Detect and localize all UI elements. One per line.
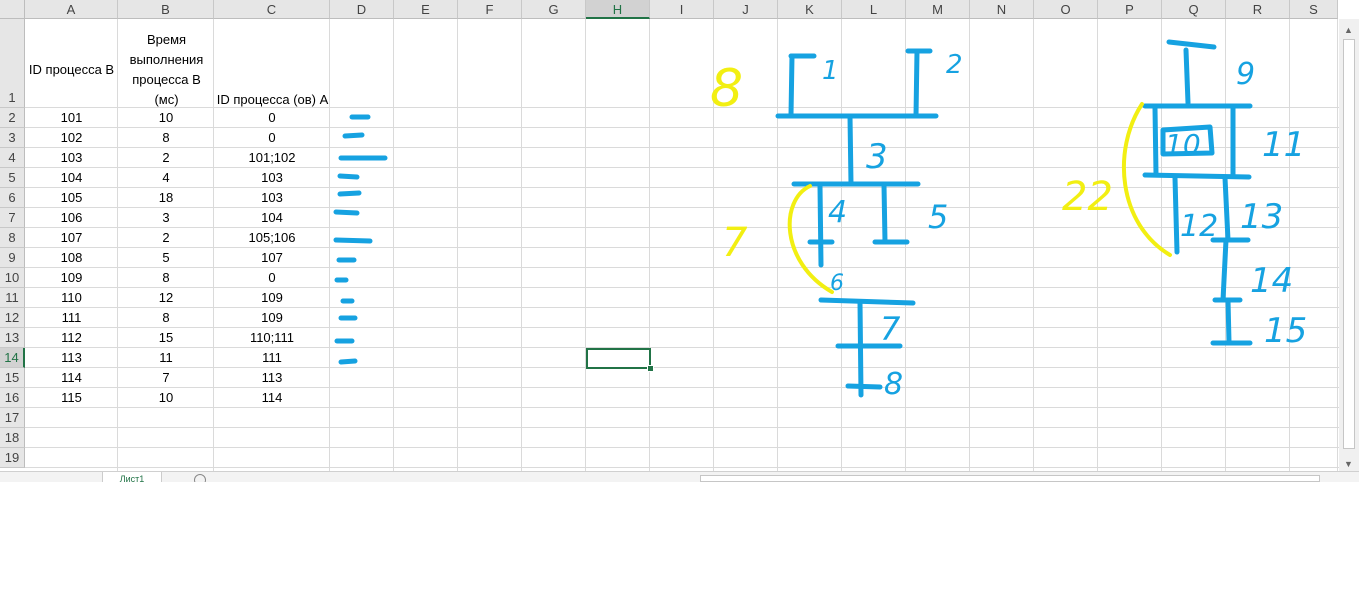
- active-cell-selection[interactable]: [586, 348, 651, 369]
- cell-c1[interactable]: ID процесса (ов) A: [216, 92, 329, 107]
- row-header-11[interactable]: 11: [0, 288, 25, 308]
- scrollbar-thumb[interactable]: [1343, 39, 1355, 449]
- cell-b12[interactable]: 8: [162, 310, 170, 325]
- ink-label: 8: [710, 59, 744, 119]
- ink-dash: [336, 240, 370, 241]
- ink-line: [1163, 127, 1212, 154]
- column-header-q[interactable]: Q: [1162, 0, 1226, 19]
- ink-label: 9: [1236, 57, 1256, 92]
- cell-b11[interactable]: 12: [158, 290, 174, 305]
- cell-a7[interactable]: 106: [60, 210, 83, 225]
- column-header-o[interactable]: O: [1034, 0, 1098, 19]
- cell-a6[interactable]: 105: [60, 190, 83, 205]
- fill-handle[interactable]: [647, 365, 654, 372]
- row-header-6[interactable]: 6: [0, 188, 25, 208]
- gridline-vertical: [393, 19, 394, 471]
- row-header-2[interactable]: 2: [0, 108, 25, 128]
- cell-a3[interactable]: 102: [60, 130, 83, 145]
- cell-b2[interactable]: 10: [158, 110, 174, 125]
- row-header-17[interactable]: 17: [0, 408, 25, 428]
- cell-a13[interactable]: 112: [61, 330, 82, 345]
- cell-c6[interactable]: 103: [261, 190, 283, 205]
- sheet-tab-bar: [0, 471, 1359, 482]
- column-header-k[interactable]: K: [778, 0, 842, 19]
- ink-label: 12: [1180, 209, 1219, 244]
- cell-b7[interactable]: 3: [162, 210, 170, 225]
- cell-c10[interactable]: 0: [268, 270, 276, 285]
- ink-label: 4: [828, 195, 848, 230]
- gridline-horizontal: [25, 427, 1339, 428]
- gridline-horizontal: [25, 447, 1339, 448]
- cell-a4[interactable]: 103: [60, 150, 83, 165]
- cell-b15[interactable]: 7: [162, 370, 170, 385]
- column-header-j[interactable]: J: [714, 0, 778, 19]
- cell-a10[interactable]: 109: [60, 270, 83, 285]
- column-header-l[interactable]: L: [842, 0, 906, 19]
- cell-c4[interactable]: 101;102: [248, 150, 296, 165]
- cell-b5[interactable]: 4: [162, 170, 170, 185]
- cell-c5[interactable]: 103: [261, 170, 283, 185]
- cell-b6[interactable]: 18: [158, 190, 174, 205]
- cell-b9[interactable]: 5: [162, 250, 170, 265]
- cell-b8[interactable]: 2: [162, 230, 170, 245]
- column-header-h[interactable]: H: [586, 0, 650, 19]
- column-header-p[interactable]: P: [1098, 0, 1162, 19]
- column-header-e[interactable]: E: [394, 0, 458, 19]
- column-header-a[interactable]: A: [25, 0, 118, 19]
- ink-label: 7: [880, 310, 901, 348]
- row-header-5[interactable]: 5: [0, 168, 25, 188]
- ink-dash: [341, 361, 355, 362]
- ink-line: [1186, 50, 1188, 103]
- ink-dash: [345, 135, 362, 136]
- cell-c9[interactable]: 107: [261, 250, 283, 265]
- ink-line: [1169, 42, 1214, 47]
- cell-a14[interactable]: 113: [61, 350, 82, 365]
- cell-a15[interactable]: 114: [61, 370, 82, 385]
- gridline-vertical: [585, 19, 586, 471]
- row-header-4[interactable]: 4: [0, 148, 25, 168]
- cell-c13[interactable]: 110;111: [249, 330, 295, 345]
- cell-b10[interactable]: 8: [162, 270, 170, 285]
- row-header-7[interactable]: 7: [0, 208, 25, 228]
- gridline-vertical: [1033, 19, 1034, 471]
- ink-line: [1175, 178, 1177, 252]
- ink-bracket: [790, 186, 832, 292]
- gridline-vertical: [713, 19, 714, 471]
- ink-dash: [336, 212, 357, 213]
- cell-c11[interactable]: 109: [261, 290, 283, 305]
- ink-label: 11: [1262, 125, 1306, 165]
- gridline-vertical: [521, 19, 522, 471]
- column-header-n[interactable]: N: [970, 0, 1034, 19]
- column-header-d[interactable]: D: [330, 0, 394, 19]
- gridline-vertical: [1225, 19, 1226, 471]
- cell-a2[interactable]: 101: [60, 110, 83, 125]
- ink-label: 2: [946, 50, 963, 80]
- cell-c16[interactable]: 114: [261, 390, 283, 405]
- cell-b1[interactable]: Время выполнения процесса B (мс): [129, 32, 204, 107]
- gridline-vertical: [457, 19, 458, 471]
- ink-dash: [340, 193, 359, 194]
- row-header-10[interactable]: 10: [0, 268, 25, 288]
- ink-label: 10: [1165, 128, 1201, 161]
- ink-label: 5: [928, 198, 949, 236]
- column-header-r[interactable]: R: [1226, 0, 1290, 19]
- gridline-vertical: [905, 19, 906, 471]
- cell-a12[interactable]: 111: [61, 310, 82, 325]
- ink-dash: [340, 176, 357, 177]
- cell-a11[interactable]: 110: [61, 290, 82, 305]
- cell-a9[interactable]: 108: [60, 250, 83, 265]
- ink-label: 13: [1240, 197, 1284, 237]
- cell-c12[interactable]: 109: [261, 310, 283, 325]
- ink-line: [860, 302, 861, 395]
- cell-a5[interactable]: 104: [60, 170, 83, 185]
- row-header-14[interactable]: 14: [0, 348, 25, 368]
- gridline-horizontal: [25, 467, 1339, 468]
- ink-label: 3: [866, 137, 888, 177]
- gridline-vertical: [1337, 19, 1338, 471]
- row-header-16[interactable]: 16: [0, 388, 25, 408]
- row-header-12[interactable]: 12: [0, 308, 25, 328]
- ink-label: 8: [884, 367, 904, 402]
- ink-label: 7: [722, 220, 748, 266]
- row-header-9[interactable]: 9: [0, 248, 25, 268]
- cell-a8[interactable]: 107: [60, 230, 83, 245]
- row-header-18[interactable]: 18: [0, 428, 25, 448]
- gridline-vertical: [649, 19, 650, 471]
- ink-line: [820, 186, 821, 265]
- column-header-b[interactable]: B: [118, 0, 214, 19]
- row-header-15[interactable]: 15: [0, 368, 25, 388]
- ink-label: 1: [822, 56, 839, 86]
- gridline-vertical: [777, 19, 778, 471]
- gridline-vertical: [1289, 19, 1290, 471]
- gridline-vertical: [1161, 19, 1162, 471]
- gridline-vertical: [1097, 19, 1098, 471]
- ink-line: [821, 300, 913, 303]
- column-header-m[interactable]: M: [906, 0, 970, 19]
- scroll-up-icon[interactable]: ▲: [1344, 25, 1353, 35]
- cell-a1[interactable]: ID процесса B: [28, 62, 115, 77]
- column-header-f[interactable]: F: [458, 0, 522, 19]
- ink-line: [1155, 108, 1156, 174]
- cell-b4[interactable]: 2: [162, 150, 170, 165]
- cell-b16[interactable]: 10: [158, 390, 174, 405]
- add-sheet-icon[interactable]: [194, 474, 206, 482]
- scroll-down-icon[interactable]: ▼: [1344, 459, 1353, 469]
- column-header-s[interactable]: S: [1290, 0, 1338, 19]
- column-header-g[interactable]: G: [522, 0, 586, 19]
- row-header-8[interactable]: 8: [0, 228, 25, 248]
- ink-label: 6: [830, 271, 844, 296]
- sheet-tab[interactable]: Лист1: [102, 472, 162, 482]
- column-header-c[interactable]: C: [214, 0, 330, 19]
- horizontal-scrollbar[interactable]: [700, 475, 1320, 482]
- gridline-vertical: [841, 19, 842, 471]
- ink-label: 14: [1250, 261, 1294, 301]
- cell-c3[interactable]: 0: [268, 130, 276, 145]
- ink-line: [884, 185, 885, 242]
- ink-label: 15: [1264, 311, 1308, 351]
- select-all-corner[interactable]: [0, 0, 25, 19]
- cell-b14[interactable]: 11: [159, 350, 173, 365]
- row-header-19[interactable]: 19: [0, 448, 25, 468]
- ink-label: 22: [1062, 174, 1113, 220]
- cell-c14[interactable]: 111: [262, 350, 282, 365]
- row-header-1[interactable]: 1: [0, 19, 25, 108]
- cell-b13[interactable]: 15: [158, 330, 174, 345]
- cell-c15[interactable]: 113: [261, 370, 283, 385]
- column-header-i[interactable]: I: [650, 0, 714, 19]
- row-header-13[interactable]: 13: [0, 328, 25, 348]
- cell-c7[interactable]: 104: [261, 210, 283, 225]
- gridline-vertical: [969, 19, 970, 471]
- cell-b3[interactable]: 8: [162, 130, 170, 145]
- cell-c2[interactable]: 0: [268, 110, 276, 125]
- row-header-3[interactable]: 3: [0, 128, 25, 148]
- cell-c8[interactable]: 105;106: [248, 230, 296, 245]
- cell-a16[interactable]: 115: [61, 390, 82, 405]
- vertical-scrollbar[interactable]: [1339, 19, 1359, 471]
